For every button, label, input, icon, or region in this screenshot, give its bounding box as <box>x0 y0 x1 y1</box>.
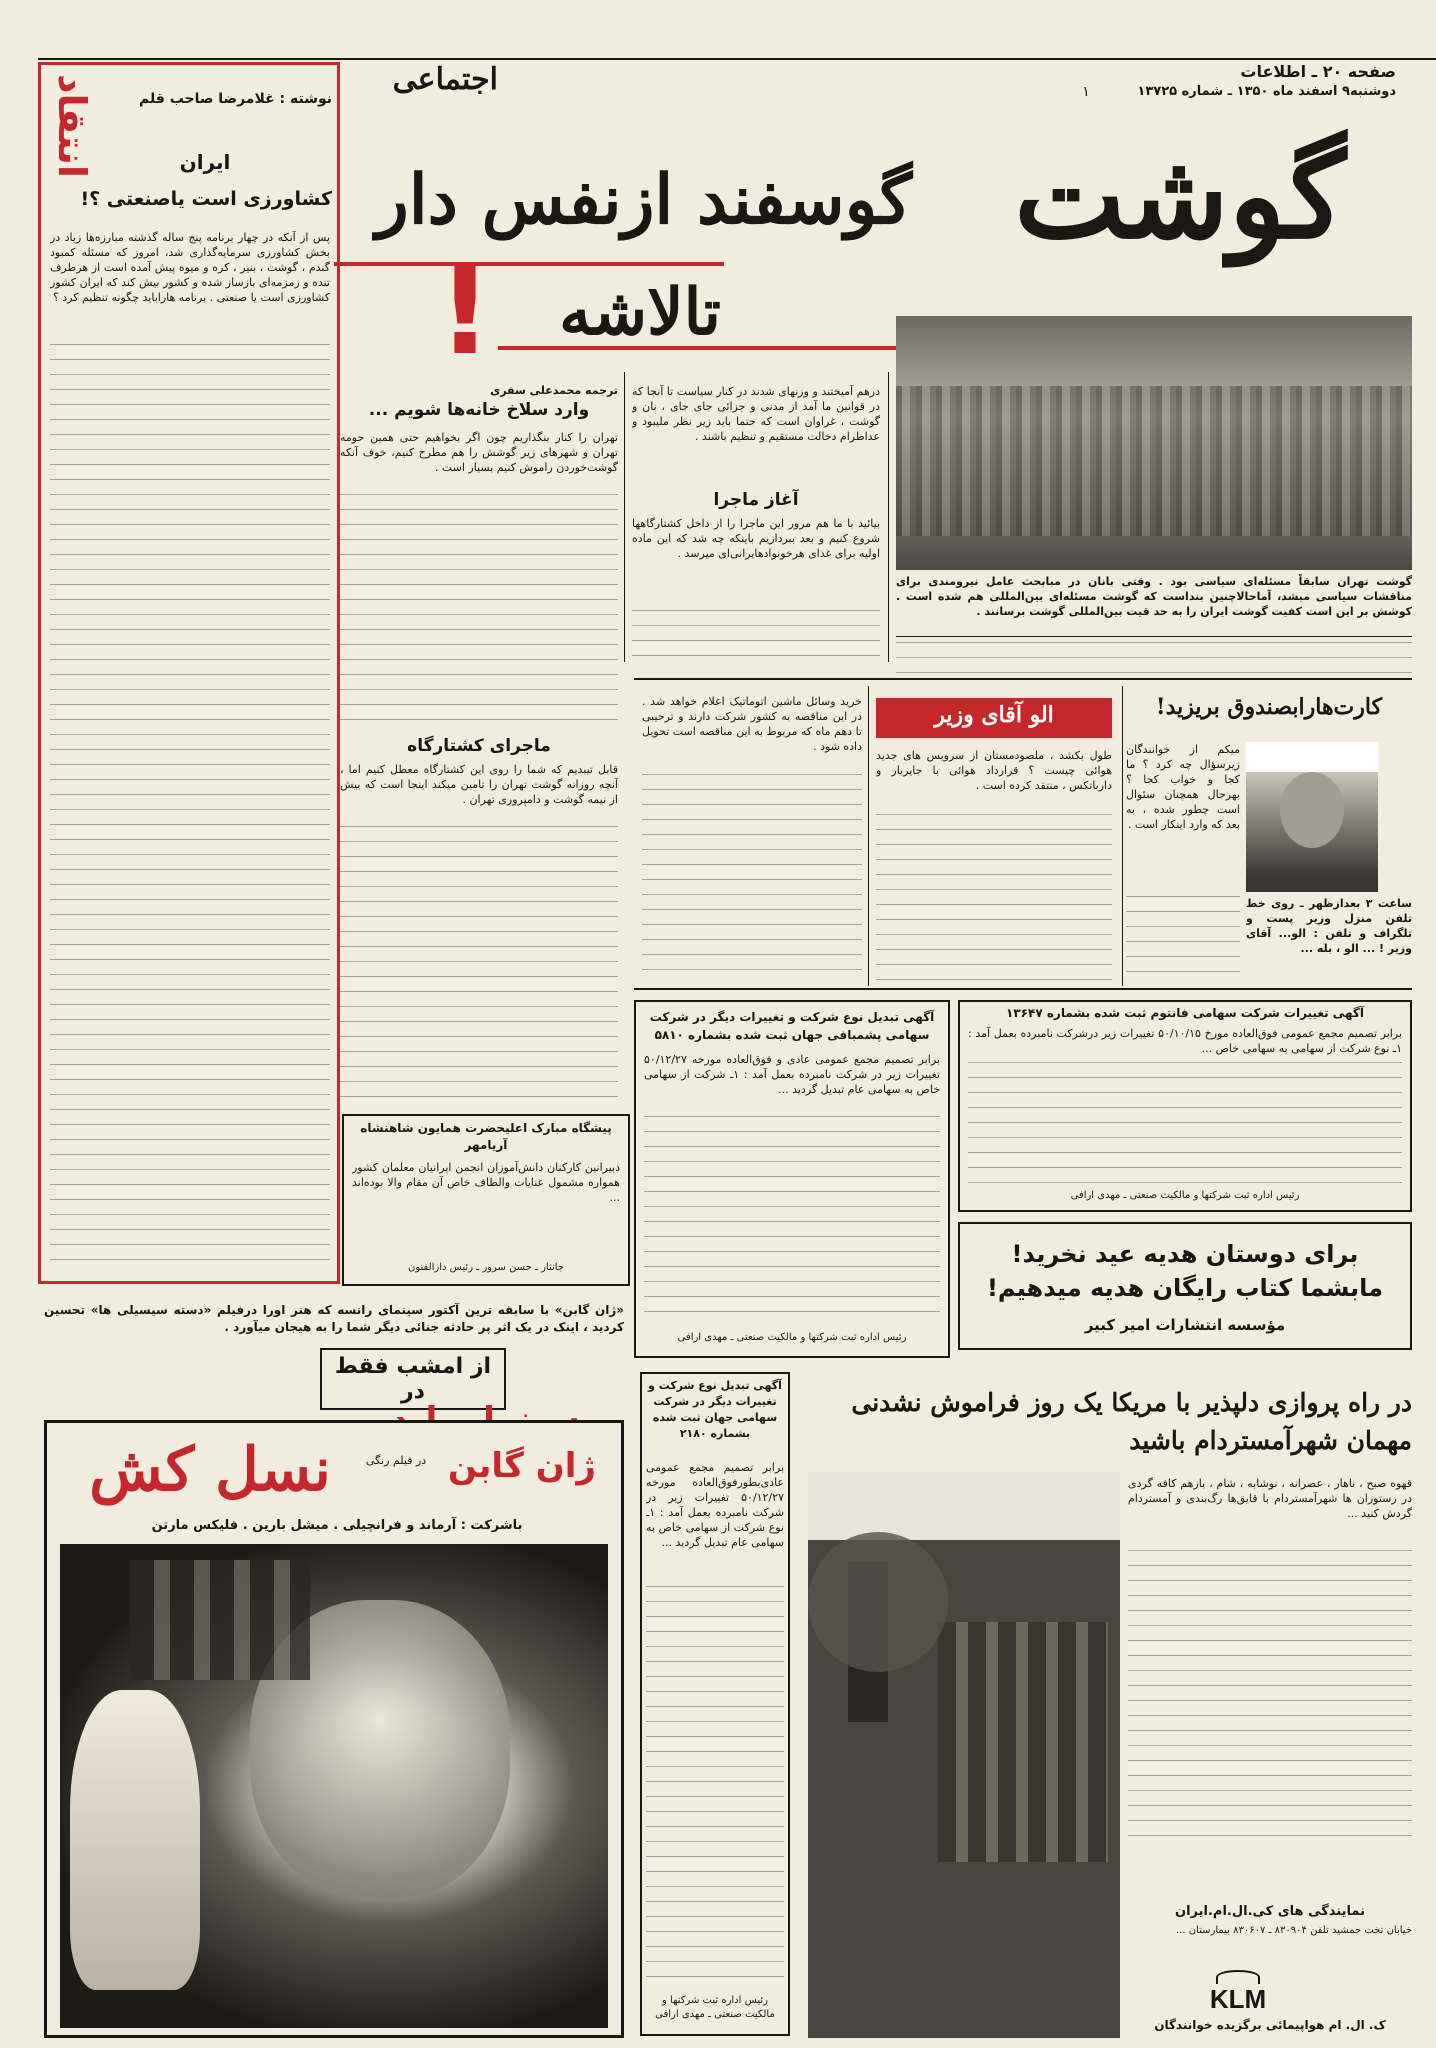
minister-photo <box>1246 742 1378 892</box>
section-no: ۱ <box>1082 84 1090 100</box>
klm-headline: در راه پروازی دلپذیر با مریکا یک روز فراموش نشدنی مهمان شهرآمستردام باشید <box>851 1388 1412 1455</box>
feature-bottom-rule <box>634 988 1412 990</box>
sub1-heading: آغاز ماجرا <box>713 490 799 510</box>
legal1-sign: رئیس اداره ثبت شرکتها و مالکیت صنعتی ـ مهدی ارافی <box>677 1332 907 1343</box>
headline-red-rule-1 <box>334 262 724 266</box>
main-filler <box>632 610 880 656</box>
pelgrim-filler <box>642 774 862 980</box>
translator: ترجمه محمدعلی سفری <box>490 384 618 397</box>
sub2-body: تهران را کنار بنگذاریم چون اگر بخواهیم حتی همین حومه تهران و شهرهای زیر گوشش را هم مطرح کنیم، خوف آنکه گوشت‌خوردن راموش کنیم بسیار است . <box>340 431 618 474</box>
amir-kabir-publisher: مؤسسه انتشارات امیر کبیر <box>1084 1316 1286 1334</box>
headline-rest: گوسفند ازنفس دار <box>375 160 913 240</box>
sub3-heading: ماجرای کشتارگاه <box>407 736 551 756</box>
poster-woman-icon <box>70 1690 200 1990</box>
feature-sep-1 <box>1122 686 1123 986</box>
legal3-title: آگهی تبدیل نوع شرکت و تغییرات دیگر در شرکت سهامی جهان ثبت شده بشماره ۲۱۸۰ <box>648 1379 782 1440</box>
legal3-sign: رئیس اداره ثبت شرکتها و مالکیت صنعتی ـ مهدی ارافی <box>655 1995 775 2020</box>
feature-top-rule <box>634 678 1412 680</box>
cinema-film-prefix: در فیلم رنگی <box>365 1454 427 1467</box>
kartha-title: کارت‌هارابصندوق بریزید! <box>1155 694 1383 720</box>
kartha-caption: ساعت ۳ بعدازظهر ـ روی خط تلفن منزل وزیر پست و تلگراف و تلفن : الو... آقای وزیر ! ... الو ، بله ... <box>1246 897 1412 955</box>
kartha-body: میکم از خوانندگان زیرسؤال چه کرد ؟ ما کجا و خواب کجا ؟ بهرحال همچنان سئوال است چطور شده ، به بعد که وارد اینکار است . <box>1126 743 1240 831</box>
critique-body: پس از آنکه در چهار برنامه پنج ساله گذشته مبارزه‌ها زیاد در بخش کشاورزی سرمایه‌گذاری شد، امروز که مسئله کمبود گندم ، گوشت ، بنیر ، کره و میوه پیش آمده است از هرطرف تنده و زمزمه‌ای بازساز شده و کشور بیش کند که ایران کشور کشاورزی است یا صنعتی . برنامه هاراباید چگونه تنظیم کرد ؟ <box>50 231 330 304</box>
legal1-filler <box>644 1116 940 1326</box>
alo-body: طول بکشد ، ملصودمستان از سرویس های جدید هوائی چیست ؟ قرارداد هوائی با جایربار و دارباتکس ، منتقد کرده است . <box>876 749 1112 792</box>
alo-filler <box>876 814 1112 980</box>
photo-caption: گوشت تهران سابقاً مسئله‌ای سیاسی بود . وقتی بانان در مبابحث عامل نیرومندی برای مناقشات سیاسی مبشد، آماحالاچنین بنداست که گوشت مسئله‌ای بین‌المللی هم شده است . کوشش بر این است کفیت گوشت ایران را به حد قیت بین‌المللی گوشت برسانند . <box>896 575 1412 618</box>
congrats-body: دبیرانین کارکنان دانش‌آموزان انجمن ایرانیان معلمان کشور همواره مشمول عنایات والطاف خاص آن مقام والا بوده‌اند ... <box>352 1161 620 1204</box>
sub2-filler <box>340 494 618 728</box>
alo-title: الو آقای وزیر <box>934 702 1054 728</box>
critique-logo: انتقاد <box>50 74 94 178</box>
col-sep-a <box>624 372 625 662</box>
minister-face-icon <box>1280 772 1344 848</box>
legal3-body: برابر تصمیم مجمع عمومی عادی‌بطورفوق‌العاده مورخه ۵۰/۱۲/۲۷ تغییرات زیر در شرکت نامبرده بعمل آمد : ۱ـ نوع شرکت از سهامی خاص به سهامی عام تبدیل گردید ... <box>646 1461 784 1549</box>
sub1-body: بیائید با ما هم مرور این ماجرا را از داخل کشتارگاهها شروع کنیم و بعد ببردازیم باینکه چه شد که این ماده اولیه برای غذای هرخونوادهایرانی‌ای میرسد . <box>632 517 880 560</box>
klm-address: خیابان تخت جمشید تلفن ۸۳۰۹۰۴ ـ ۸۳۰۶۰۷ بیمارستان ... <box>1175 1925 1412 1936</box>
amir-kabir-line2: مابشما کتاب رایگان هدیه میدهیم! <box>986 1274 1383 1302</box>
cinema-tagline: «ژان گابن» با سابقه ترین آکتور سینمای رانسه که هنر اورا درفیلم «دسته سیسیلی ها» تحسین کردید ، اینک در یک اثر پر حادثه جنائی دیگر شما را به هیجان میآورد . <box>44 1303 624 1334</box>
legal2-sign: رئیس اداره ثبت شرکتها و مالکیت صنعتی ـ مهدی ارافی <box>1070 1190 1300 1201</box>
headline-big: گوشت <box>1014 126 1346 265</box>
critique-country: ایران <box>179 150 231 174</box>
cinema-tonight: از امشب فقط در <box>320 1348 506 1410</box>
poster-gunmen-icon <box>130 1560 310 1680</box>
right-story-filler <box>896 642 1412 674</box>
headline-exclaim: ! <box>437 243 493 382</box>
kartha-filler <box>1126 896 1240 980</box>
caption-rule <box>896 636 1412 637</box>
amsterdam-photo <box>808 1472 1120 2038</box>
amir-kabir-line1: برای دوستان هدیه عید نخرید! <box>1011 1240 1359 1268</box>
legal2-filler <box>968 1062 1402 1186</box>
cinema-cast: باشرکت : آرماند و فرانچیلی . میشل بارین . فلیکس مارتن <box>151 1518 523 1533</box>
klm-agents: نمایندگی های کی.ال.ام.ایران <box>1175 1904 1365 1919</box>
sub3-body: قابل تیبدیم که شما را روی این کشتارگاه معطل کنیم اما ، آنچه روزانه گوشت تهران را تامین میکند اینجا است که بیش از نیمه گوشت و دامپروری تهران . <box>340 763 618 806</box>
klm-filler <box>1128 1550 1412 1850</box>
legal3-filler <box>646 1586 784 1986</box>
feature-sep-2 <box>868 686 869 986</box>
carcasses-icon <box>896 386 1412 536</box>
legal2-body: برابر تصمیم مجمع عمومی فوق‌العاده مورخ ۵۰/۱۰/۱۵ تغییرات زیر درشرکت نامبرده بعمل آمد : ۱ـ نوع شرکت از سهامی به سهامی خاص ... <box>968 1027 1402 1055</box>
main-body: درهم آمیختند و وزنهای شدند در کنار سیاست تا آنجا که در قوانین ما آمد از مدنی و جزائی جای جای ، نان و گوشت ، غراوان است که حتما باید زیر نظر ملیبود و عداطرام دخالت مستقیم و تنظیم‌ باشند . <box>632 385 880 443</box>
headline-line2: تالاشه <box>559 275 721 350</box>
klm-slogan: ک. ال. ام هواپیمائی برگزیده خوانندگان <box>1154 2018 1386 2032</box>
section-title: اجتماعی <box>392 62 498 97</box>
sub3-filler <box>340 826 618 1102</box>
legal1-title: آگهی تبدیل نوع شرکت و تغییرات دیگر در شرکت سهامی پشمبافی جهان ثبت شده بشماره ۵۸۱۰ <box>649 1010 935 1042</box>
pelgrim-body: خرید وسائل ماشین اتوماتیک اعلام خواهد شد . در این مناقصه به کشور شرکت دارند و ترحیبی تا دهم ماه که مربوط به این مناقصه است تحویل داده شود . <box>642 695 862 753</box>
top-rule <box>38 58 1436 60</box>
critique-author: نوشته : غلامرضا صاحب قلم <box>138 91 332 107</box>
legal2-title: آگهی تغییرات شرکت سهامی فانتوم ثبت شده بشماره ۱۳۶۴۷ <box>1006 1006 1364 1020</box>
legal1-body: برابر تصمیم مجمع عمومی عادی و فوق‌العاده مورخه ۵۰/۱۲/۲۷ تغییرات زیر در شرکت نامبرده بعمل آمد : ۱ـ شرکت از سهامی خاص به سهامی عام تبدیل گردید ... <box>644 1053 940 1096</box>
page-line: صفحه ۲۰ ـ اطلاعات <box>1240 62 1396 81</box>
congrats-sign: جانثار ـ حسن سرور ـ رئیس دارالفنون <box>408 1262 564 1273</box>
col-sep-b <box>888 372 889 662</box>
critique-title: کشاورزی است یاصنعتی ؟! <box>80 188 332 210</box>
klm-body: قهوه صبح ، ناهار ، عصرانه ، نوشابه ، شام ، بازهم کافه گردی در رستوران ها شهرآمستردام با قایق‌ها رگ‌بندی و آمستردام گردش کنید ... <box>1128 1477 1412 1520</box>
sub2-heading: وارد سلاخ خانه‌ها شویم ... <box>368 400 590 420</box>
klm-crown-icon <box>1216 1970 1260 1984</box>
canal-houses-icon <box>938 1622 1108 1862</box>
date-line: دوشنبه۹ اسفند ماه ۱۳۵۰ ـ شماره ۱۳۷۲۵ <box>1137 84 1396 99</box>
cinema-actor: ژان گابن <box>448 1446 596 1486</box>
klm-logo: KLM <box>1209 1984 1267 2014</box>
critique-filler <box>50 344 330 1274</box>
tree-icon <box>808 1532 948 1672</box>
congrats-title: پیشگاه مبارک اعلیحضرت همایون شاهنشاه آریامهر <box>360 1121 612 1152</box>
cinema-film-title: نسل کش <box>89 1435 331 1505</box>
meat-photo <box>896 316 1412 570</box>
